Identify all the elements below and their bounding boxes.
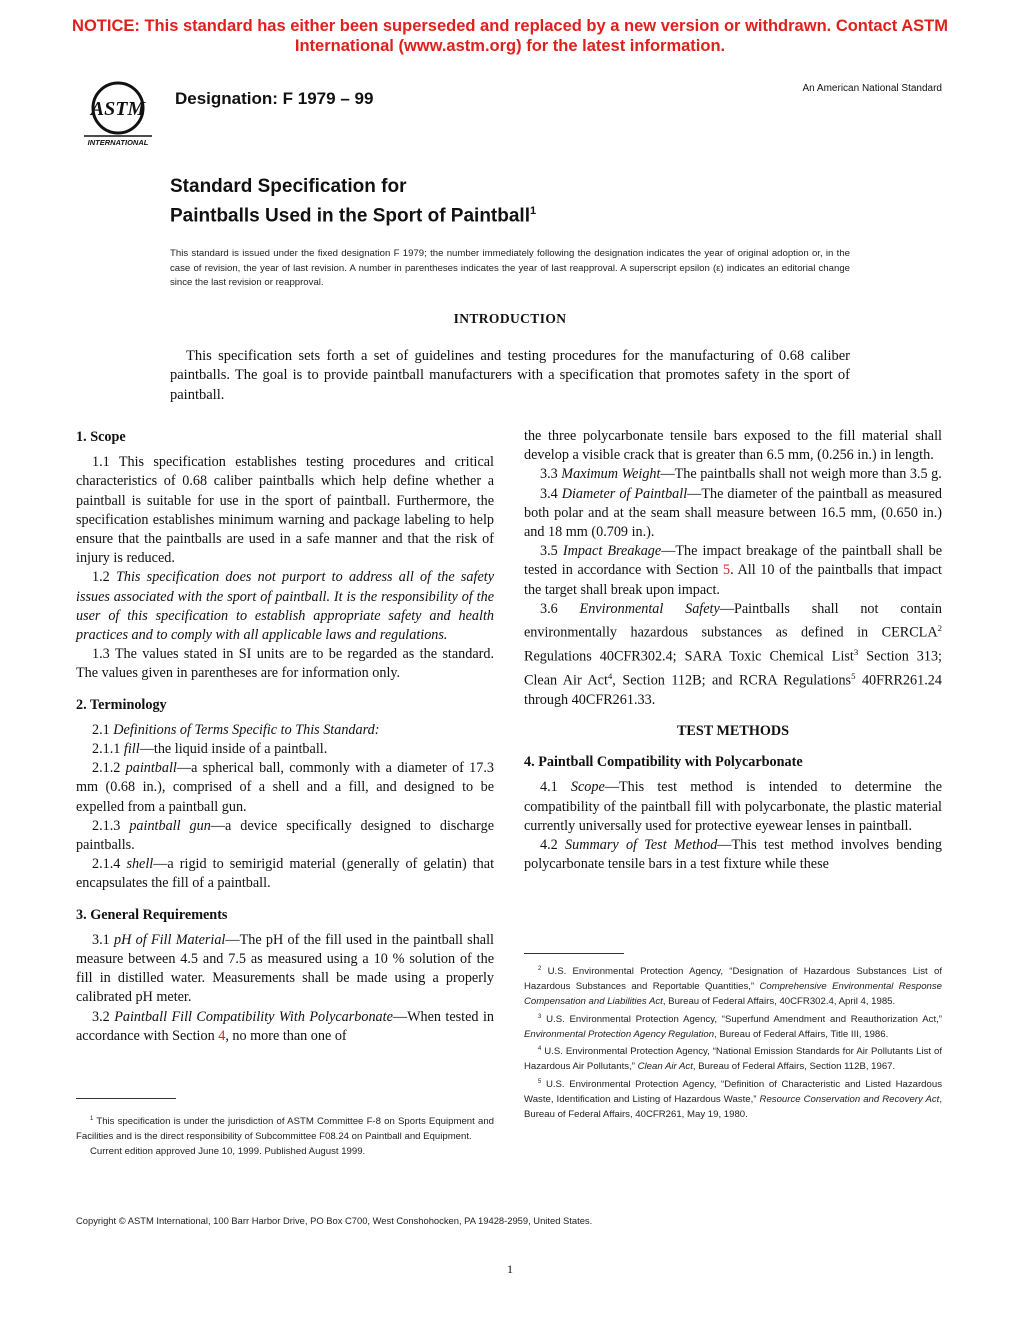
paragraph: 2.1 Definitions of Terms Specific to This Standard: [92, 721, 380, 738]
issue-note: This standard is issued under the fixed designation F 1979; the number immediately following the designation indicates the year of original adoption or, in the case of revision, the year of last revision. A number in parentheses indicates the year of last reapproval. A superscript epsilon (ε) indicates an editorial change since the last revision or reapproval. [170, 248, 850, 289]
footnote: $^3$ U.S. Environmental Protection Agency, “Superfund Amendment and Reauthorization Act,” Environmental Protection Agency Regulation, Bureau of Federal Affairs, Title III, 1986. [524, 1013, 942, 1040]
logo-text: ASTM [90, 98, 146, 120]
introduction-text: This specification sets forth a set of guidelines and testing procedures for the manufacturing of 0.68 caliber paintballs. The goal is to provide paintball manufacturers with a specification that promotes safety in the sport of paintball. [170, 348, 850, 403]
paragraph: the three polycarbonate tensile bars exposed to the fill material shall develop a visible crack that is greater than 6.5 mm, (0.256 in.) in length. [524, 428, 942, 464]
footnote: $^5$ U.S. Environmental Protection Agency, “Definition of Characteristic and Listed Hazardous Waste, Identification and Listing of Hazardous Waste,” Resource Conservation and Recovery Act, Bureau of Federal Affairs, 40CFR261, May 19, 1980. [524, 1079, 942, 1120]
designation: Designation: F 1979 – 99 [175, 89, 374, 108]
footnotes-left [76, 1112, 494, 1160]
footnote: $^1$ This specification is under the jurisdiction of ASTM Committee F-8 on Sports Equipment and Facilities and is the direct responsibility of Subcommittee F08.24 on Paintball and Equipment. [76, 1116, 494, 1142]
paragraph: 3.2 Paintball Fill Compatibility With Polycarbonate—When tested in accordance with Section 4, no more than one of [76, 1008, 495, 1044]
paragraph: 1.3 The values stated in SI units are to be regarded as the standard. The values given in parentheses are for information only. [76, 646, 494, 682]
logo-sub: INTERNATIONAL [87, 138, 149, 147]
title-line-2: Paintballs Used in the Sport of Paintball$^1$ [170, 205, 537, 227]
paragraph: 3.4 Diameter of Paintball—The diameter of the paintball as measured both polar and at the seam shall measure between 16.5 mm, (0.650 in.) and 18 mm (0.709 in.). [524, 485, 942, 541]
section-4-link[interactable]: 4 [218, 1027, 226, 1044]
copyright: Copyright © ASTM International, 100 Barr Harbor Drive, PO Box C700, West Conshohocken, PA 19428-2959, United States. [76, 1215, 593, 1226]
page-number: 1 [507, 1262, 513, 1276]
paragraph: 3.1 pH of Fill Material—The pH of the fill used in the paintball shall measure between 4.5 and 7.5 as measured using a 10 % solution of the fill in distilled water. Measurements shall be made using a properly calibrated pH meter. [76, 931, 494, 1006]
paragraph: 3.6 Environmental Safety—Paintballs shall not contain environmentally hazardous substances as defined in CERCLA$^2$ Regulations 40CFR302.4; SARA Toxic Chemical List$^3$ Section 313; Clean Air Act$^4$, Section 112B; and RCRA Regulations$^5$ 40FRR261.24 through 40CFR261.33. [524, 600, 943, 708]
paragraph: 3.3 Maximum Weight—The paintballs shall not weigh more than 3.5 g. [540, 466, 942, 483]
section-heading: 1. Scope [76, 429, 126, 445]
footnote: $^2$ U.S. Environmental Protection Agency, “Designation of Hazardous Substances List of Hazardous Substances and Reportable Quantities,” Comprehensive Environmental Response Compensation and Liabilities Act, Bureau of Federal Affairs, 40CFR302.4, April 4, 1985. [524, 966, 942, 1007]
footnote: Current edition approved June 10, 1999. Published August 1999. [90, 1145, 366, 1157]
american-national-standard: An American National Standard [802, 83, 942, 94]
footnote-rule [76, 1098, 176, 1099]
title-line-1: Standard Specification for [170, 176, 407, 197]
footnote-rule [524, 953, 624, 954]
title-footnote-mark: 1 [530, 205, 537, 217]
section-heading: 2. Terminology [76, 696, 167, 713]
introduction-heading: INTRODUCTION [453, 311, 567, 326]
paragraph: 1.1 This specification establishes testing procedures and critical characteristics of 0.68 caliber paintballs which help define whether a paintball is suitable for use in the sport of paintball. Furthermore, the specification establishes minimum warning and package labeling to help ensure that the paintballs are used in a safe manner and that the risk of injury is reduced. [76, 454, 494, 567]
paragraph: 3.5 Impact Breakage—The impact breakage of the paintball shall be tested in accordance with Section 5. All 10 of the paintballs that impact the target shall break upon impact. [524, 543, 943, 598]
section-heading: 3. General Requirements [76, 906, 228, 923]
definition: 2.1.4 shell—a rigid to semirigid material (generally of gelatin) that encapsulates the fill of a paintball. [76, 856, 495, 892]
section-heading: 4. Paintball Compatibility with Polycarbonate [524, 754, 803, 771]
paragraph: 1.2 This specification does not purport to address all of the safety issues associated with the sport of paintball. It is the responsibility of the user of this specification to establish appropriate safety and health practices and to comply with all applicable laws and regulations. [76, 569, 494, 644]
paragraph: 4.2 Summary of Test Method—This test method involves bending polycarbonate tensile bars in a test fixture while these [524, 837, 942, 873]
footnotes-right [524, 962, 942, 1123]
document-title [170, 175, 536, 228]
withdrawn-notice: NOTICE: This standard has either been superseded and replaced by a new version or withdrawn. Contact ASTM International (www.astm.org) for the latest information. [72, 17, 948, 55]
test-methods-heading: TEST METHODS [676, 723, 790, 740]
left-column [76, 428, 494, 1046]
definition: 2.1.2 paintball—a spherical ball, commonly with a diameter of 17.3 mm (0.68 in.), comprised of a shell and a fill, and designed to be expelled from a paintball gun. [76, 760, 494, 815]
section-5-link[interactable]: 5 [723, 562, 731, 579]
footnote: $^4$ U.S. Environmental Protection Agency, “National Emission Standards for Air Pollutants List of Hazardous Air Pollutants,” Clean Air Act, Bureau of Federal Affairs, Section 112B, 1967. [524, 1046, 942, 1073]
definition: 2.1.1 fill—the liquid inside of a paintball. [92, 741, 328, 758]
right-column [524, 427, 942, 874]
definition: 2.1.3 paintball gun—a device specifically designed to discharge paintballs. [76, 817, 494, 854]
astm-logo [76, 78, 160, 150]
paragraph: 4.1 Scope—This test method is intended to determine the compatibility of the paintball fill with polycarbonate, the plastic material currently universally used for protective eyewear lenses in paintball. [524, 779, 943, 834]
